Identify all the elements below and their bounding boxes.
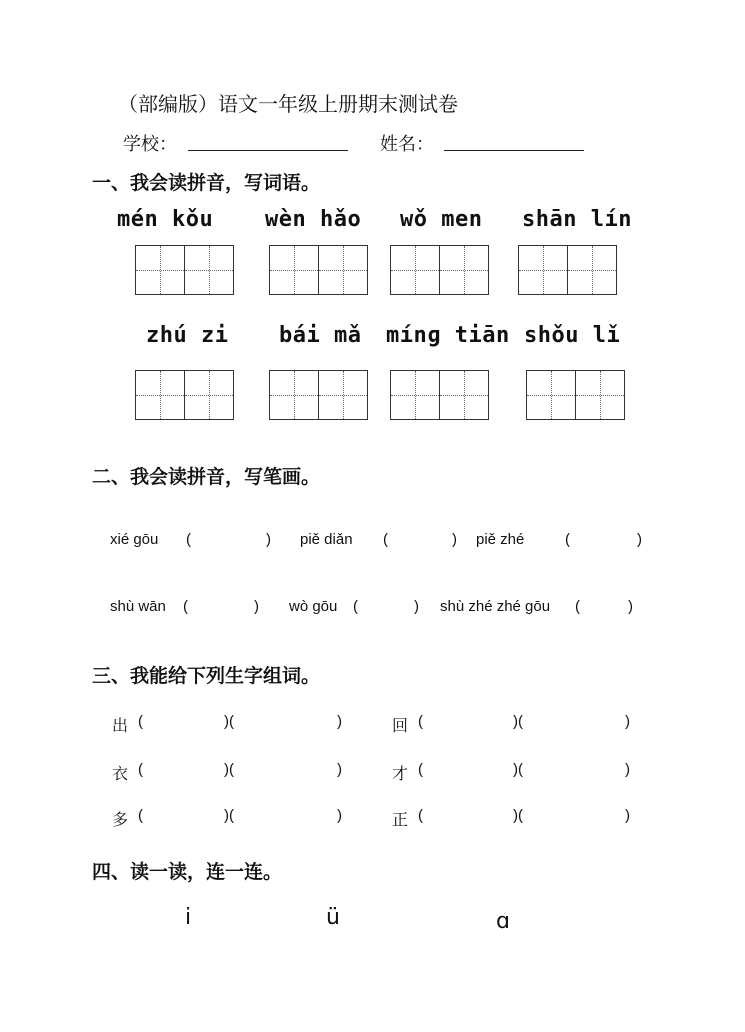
paren-close: ) bbox=[414, 598, 419, 615]
writing-grid-3[interactable] bbox=[390, 245, 489, 295]
answer-blank[interactable]: ( bbox=[565, 531, 570, 548]
answer-blank[interactable]: ( bbox=[183, 598, 188, 615]
stroke-pinyin-1: xié gōu bbox=[110, 531, 159, 548]
pinyin-3: wǒ men bbox=[400, 207, 483, 232]
writing-grid-8[interactable] bbox=[526, 370, 625, 420]
paren-close: ) bbox=[625, 713, 630, 730]
char-2: 回 bbox=[392, 716, 409, 735]
pinyin-1: mén kǒu bbox=[117, 207, 214, 232]
writing-grid-7[interactable] bbox=[390, 370, 489, 420]
paren-close: ) bbox=[628, 598, 633, 615]
paren-pair: )( bbox=[513, 713, 523, 730]
stroke-pinyin-5: wò gōu bbox=[289, 598, 338, 615]
stroke-pinyin-3: piě zhé bbox=[476, 531, 525, 548]
pinyin-8: shǒu lǐ bbox=[524, 323, 621, 348]
vowel-a[interactable]: ɑ bbox=[496, 909, 510, 934]
answer-blank[interactable]: ( bbox=[575, 598, 580, 615]
writing-grid-2[interactable] bbox=[269, 245, 368, 295]
pinyin-2: wèn hǎo bbox=[265, 207, 362, 232]
paren-close: ) bbox=[337, 761, 342, 778]
paren-pair: )( bbox=[224, 761, 234, 778]
school-label: 学校： bbox=[123, 134, 177, 155]
answer-blank[interactable]: ( bbox=[186, 531, 191, 548]
paren-close: ) bbox=[266, 531, 271, 548]
writing-grid-4[interactable] bbox=[518, 245, 617, 295]
paren-pair: )( bbox=[224, 713, 234, 730]
section4-heading: 四、读一读，连一连。 bbox=[92, 861, 283, 883]
writing-grid-6[interactable] bbox=[269, 370, 368, 420]
char-4: 才 bbox=[392, 764, 409, 783]
section3-heading: 三、我能给下列生字组词。 bbox=[92, 665, 321, 687]
paren-close: ) bbox=[452, 531, 457, 548]
paren-pair: )( bbox=[513, 807, 523, 824]
word-blank[interactable]: ( bbox=[138, 807, 143, 824]
name-label: 姓名： bbox=[380, 134, 434, 155]
name-field[interactable] bbox=[444, 150, 584, 151]
writing-grid-5[interactable] bbox=[135, 370, 234, 420]
section1-heading: 一、我会读拼音，写词语。 bbox=[92, 172, 321, 194]
paren-close: ) bbox=[337, 807, 342, 824]
answer-blank[interactable]: ( bbox=[383, 531, 388, 548]
word-blank[interactable]: ( bbox=[138, 713, 143, 730]
word-blank[interactable]: ( bbox=[418, 807, 423, 824]
paren-pair: )( bbox=[224, 807, 234, 824]
paren-close: ) bbox=[625, 761, 630, 778]
vowel-i[interactable]: i bbox=[185, 905, 192, 930]
pinyin-7: mínɡ tiān bbox=[386, 323, 510, 348]
char-6: 正 bbox=[392, 810, 409, 829]
school-field[interactable] bbox=[188, 150, 348, 151]
writing-grid-1[interactable] bbox=[135, 245, 234, 295]
char-3: 衣 bbox=[112, 764, 129, 783]
section2-heading: 二、我会读拼音，写笔画。 bbox=[92, 466, 321, 488]
paren-close: ) bbox=[637, 531, 642, 548]
pinyin-5: zhú zi bbox=[146, 323, 229, 348]
word-blank[interactable]: ( bbox=[138, 761, 143, 778]
answer-blank[interactable]: ( bbox=[353, 598, 358, 615]
word-blank[interactable]: ( bbox=[418, 761, 423, 778]
pinyin-4: shān lín bbox=[522, 207, 632, 232]
word-blank[interactable]: ( bbox=[418, 713, 423, 730]
char-1: 出 bbox=[112, 716, 129, 735]
char-5: 多 bbox=[112, 810, 129, 829]
pinyin-6: bái mǎ bbox=[279, 323, 362, 348]
stroke-pinyin-2: piě diǎn bbox=[300, 531, 353, 548]
paren-pair: )( bbox=[513, 761, 523, 778]
vowel-u-umlaut[interactable]: ü bbox=[326, 905, 340, 930]
page-title: （部编版）语文一年级上册期末测试卷 bbox=[118, 92, 458, 116]
paren-close: ) bbox=[254, 598, 259, 615]
stroke-pinyin-4: shù wān bbox=[110, 598, 166, 615]
paren-close: ) bbox=[337, 713, 342, 730]
stroke-pinyin-6: shù zhé zhé gōu bbox=[440, 598, 551, 615]
paren-close: ) bbox=[625, 807, 630, 824]
